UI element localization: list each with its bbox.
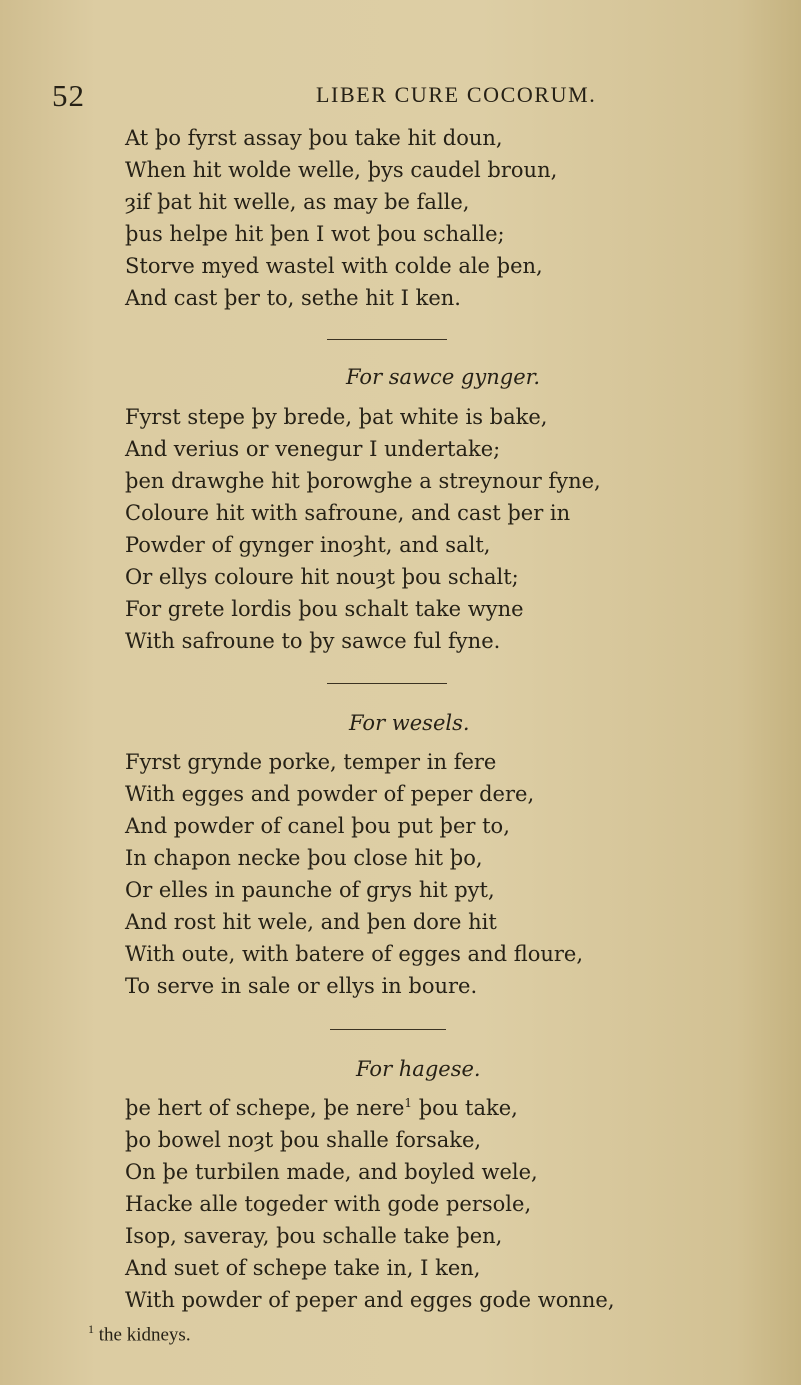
verse-line: þus helpe hit þen I wot þou schalle; [125,222,505,246]
footnote-mark: 1 [88,1322,94,1336]
footnote-text: the kidneys. [98,1324,191,1346]
section-heading: For wesels. [349,711,470,735]
verse-line [125,1096,518,1120]
verse-line: And powder of canel þou put þer to, [125,814,510,838]
verse-line: In chapon necke þou close hit þo, [125,846,483,870]
verse-line: Fyrst stepe þy brede, þat white is bake, [125,405,548,429]
section-divider [327,683,447,684]
running-title: LIBER CURE COCORUM. [316,82,597,107]
verse-line: ȝif þat hit welle, as may be falle, [125,190,470,214]
verse-line: And rost hit wele, and þen dore hit [125,910,497,934]
section-divider [327,339,447,340]
section-divider [330,1029,446,1030]
verse-line: Storve myed wastel with colde ale þen, [125,254,543,278]
verse-line: Powder of gynger inoȝht, and salt, [125,533,491,557]
verse-line: To serve in sale or ellys in boure. [125,974,478,998]
verse-line: Coloure hit with safroune, and cast þer in [125,501,571,525]
verse-line: And suet of schepe take in, I ken, [125,1256,481,1280]
verse-line: Isop, saveray, þou schalle take þen, [125,1224,503,1248]
verse-line: With egges and powder of peper dere, [125,782,535,806]
section-heading: For sawce gynger. [346,365,541,389]
verse-line: And cast þer to, sethe hit I ken. [125,286,461,310]
verse-line: Hacke alle togeder with gode persole, [125,1192,532,1216]
footnote [88,1322,191,1346]
verse-line-text: þe hert of schepe, þe nere [125,1096,405,1120]
verse-line: þo bowel noȝt þou shalle forsake, [125,1128,482,1152]
verse-line: With powder of peper and egges gode wonne, [125,1288,615,1312]
section-heading: For hagese. [356,1057,481,1081]
footnote-reference: 1 [404,1096,413,1110]
verse-line: With safroune to þy sawce ful fyne. [125,629,501,653]
verse-line: On þe turbilen made, and boyled wele, [125,1160,538,1184]
verse-line: When hit wolde welle, þys caudel broun, [125,158,558,182]
verse-line: At þo fyrst assay þou take hit doun, [125,126,503,150]
verse-line: Or elles in paunche of grys hit pyt, [125,878,495,902]
verse-line: þen drawghe hit þorowghe a streynour fyne, [125,469,601,493]
verse-line: With oute, with batere of egges and floure, [125,942,584,966]
page-number: 52 [52,78,85,113]
verse-line: Or ellys coloure hit nouȝt þou schalt; [125,565,519,589]
verse-line: And verius or venegur I undertake; [125,437,501,461]
verse-line: For grete lordis þou schalt take wyne [125,597,524,621]
verse-line-text: þou take, [412,1096,518,1120]
verse-line: Fyrst grynde porke, temper in fere [125,750,497,774]
